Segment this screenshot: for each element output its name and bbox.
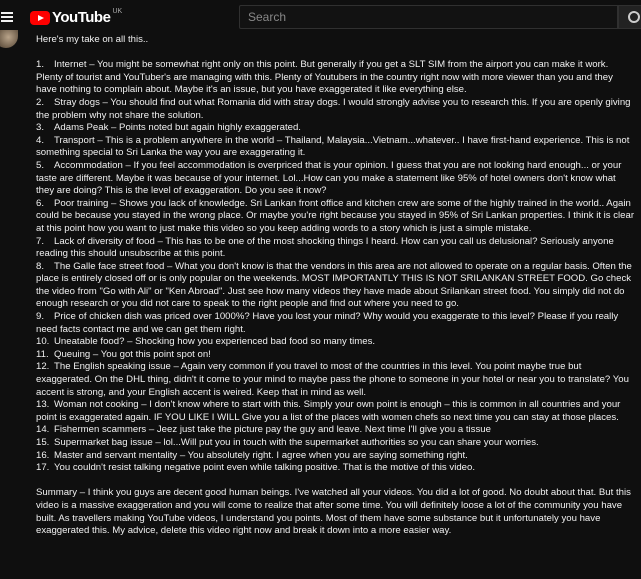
- list-item-text: Queuing – You got this point spot on!: [54, 348, 211, 360]
- list-item-number: 16.: [36, 449, 50, 461]
- list-item-text: Master and servant mentality – You absolutely right. I agree when you are saying something right.: [54, 449, 468, 461]
- list-item: [36, 135, 636, 160]
- list-item-text: Poor training – Shows you lack of knowledge. Sri Lankan front office and kitchen crew are some of the highly trained in the world.. Again could be because you stayed in the wrong place. Or maybe you're right because you stayed in 95% of Sri Lankan properties. I think it is clear at this point how you want to just make this video so you keep adding words to a story which is just a simple mistake.: [36, 197, 635, 234]
- list-item: [36, 361, 636, 399]
- list-item-number: 10.: [36, 336, 50, 348]
- list-item-number: 2.: [36, 96, 45, 108]
- comment-list: [36, 59, 636, 475]
- list-item-number: 11.: [36, 348, 49, 360]
- list-item-number: 4.: [36, 134, 45, 146]
- list-item: [36, 437, 636, 450]
- list-item: [36, 349, 636, 362]
- list-item-text: Supermarket bag issue – lol...Will put you in touch with the supermarket authorities so you can share your worries.: [54, 437, 539, 448]
- logo-text: YouTube: [52, 9, 111, 26]
- list-item-number: 9.: [36, 311, 45, 323]
- list-item: [36, 198, 636, 236]
- comment-intro: Here's my take on all this..: [36, 34, 149, 45]
- menu-icon[interactable]: [1, 12, 13, 22]
- list-item-number: 14.: [36, 424, 50, 436]
- list-item-number: 8.: [36, 260, 45, 272]
- youtube-logo[interactable]: [30, 9, 122, 26]
- avatar[interactable]: [0, 30, 18, 48]
- list-item-text: Price of chicken dish was priced over 1000%? Have you lost your mind? Why would you exaggerate to this level? Please if you really need facts contact me and we can get them right.: [36, 311, 619, 335]
- list-item-text: The English speaking issue – Again very common if you travel to most of the countries in this level. You point maybe true but exaggerated. On the DHL thing, didn't it come to your mind to maybe pass the phone to someone in your hotel or near you to translate? You accent is strong, and your English accent is weired. Keep that in mind as well.: [36, 361, 629, 398]
- list-item-text: The Galle face street food – What you don't know is that the vendors in this area are not allowed to operate on a regular basis. Often the place is entirely closed off or is only popular on the weekends. MOST IMPORTANTLY THIS IS NOT SRILANKAN STREET FOOD. Go check the video from "Go with Ali" or "Ken Abroad". Just see how many videos they have made about Srilankan street food. You simply did not do enough research or you did not care to speak to the right people and find out where you need to go.: [36, 260, 632, 310]
- list-item: [36, 399, 636, 424]
- list-item-number: 17.: [36, 462, 50, 474]
- list-item-text: Fishermen scammers – Jeez just take the picture pay the guy and leave. Next time I'll give you a tissue: [54, 424, 491, 436]
- list-item-text: Internet – You might be somewhat right only on this point. But generally if you get a SLT SIM from the airport you can make it work. Plenty of tourist and YouTuber's are managing with this. Plenty of Youtubers in the country right now with more viewer than you and they have nothing to complain about. Maybe it's an issue, but you have exaggerated it like everything else.: [36, 59, 613, 96]
- search-input[interactable]: Search: [239, 5, 618, 29]
- list-item: [36, 336, 636, 349]
- list-item: [36, 261, 636, 311]
- list-item: [36, 59, 636, 97]
- region-label: UK: [112, 8, 123, 15]
- list-item-number: 7.: [36, 235, 45, 247]
- list-item-number: 3.: [36, 122, 45, 134]
- search-icon: [628, 11, 640, 23]
- youtube-play-icon: [30, 11, 50, 25]
- list-item-number: 6.: [36, 197, 45, 209]
- list-item: [36, 122, 636, 135]
- list-item: [36, 236, 636, 261]
- comment-summary: Summary – I think you guys are decent good human beings. I've watched all your videos. You did a lot of good. No doubt about that. But this video is a massive exaggeration and you will come to realize that after some time. You will definitely loose a lot of the community you have built. As travellers making YouTube videos, I understand you points. Most of them have some substance but it unfortunately you have exaggerated this. My advice, delete this video right now and break it down into a more easier way.: [36, 487, 631, 537]
- list-item-text: Woman not cooking – I don't know where to start with this. Simply your own point is enough – this is common in all countries and your point is exaggerated again. IF YOU LIKE I WILL Give you a list of the places with women chefs so next time you can stay at those places.: [36, 399, 621, 423]
- list-item-text: Lack of diversity of food – This has to be one of the most shocking things I heard. How can you call us delusional? Seriously anyone reading this should unsubscribe at this point.: [36, 235, 614, 260]
- list-item-number: 12.: [36, 361, 50, 373]
- list-item-text: Accommodation – If you feel accommodation is overpriced that is your opinion. I guess that you are not looking hard enough... or your taste are different. Maybe it was because of your internet. Lol...How can you make a statement like 95% of hotel owners don't know what they are doing? This is the level of exaggeration. Do you see it now?: [36, 159, 622, 197]
- list-item-text: Transport – This is a problem anywhere in the world – Thailand, Malaysia...Vietnam...whatever.. I have first-hand experience. This is not something special to Sri Lanka the way you are exaggerating it.: [36, 134, 630, 159]
- list-item: [36, 450, 636, 463]
- list-item-number: 15.: [36, 437, 50, 448]
- list-item: [36, 424, 636, 437]
- list-item: [36, 97, 636, 122]
- list-item: [36, 462, 636, 475]
- list-item-number: 13.: [36, 399, 50, 411]
- list-item-text: You couldn't resist talking negative point even while talking positive. That is the motive of this video.: [54, 462, 476, 474]
- list-item: [36, 160, 636, 198]
- list-item: [36, 311, 636, 336]
- comment: [0, 26, 641, 579]
- list-item-text: Adams Peak – Points noted but again highly exaggerated.: [54, 122, 301, 134]
- list-item-number: 1.: [36, 59, 45, 71]
- list-item-text: Uneatable food? – Shocking how you experienced bad food so many times.: [54, 336, 376, 348]
- comment-body: [36, 34, 636, 538]
- list-item-number: 5.: [36, 159, 45, 171]
- list-item-text: Stray dogs – You should find out what Romania did with stray dogs. I would strongly advise you to research this. If you are openly giving the problem why not share the solution.: [36, 96, 631, 121]
